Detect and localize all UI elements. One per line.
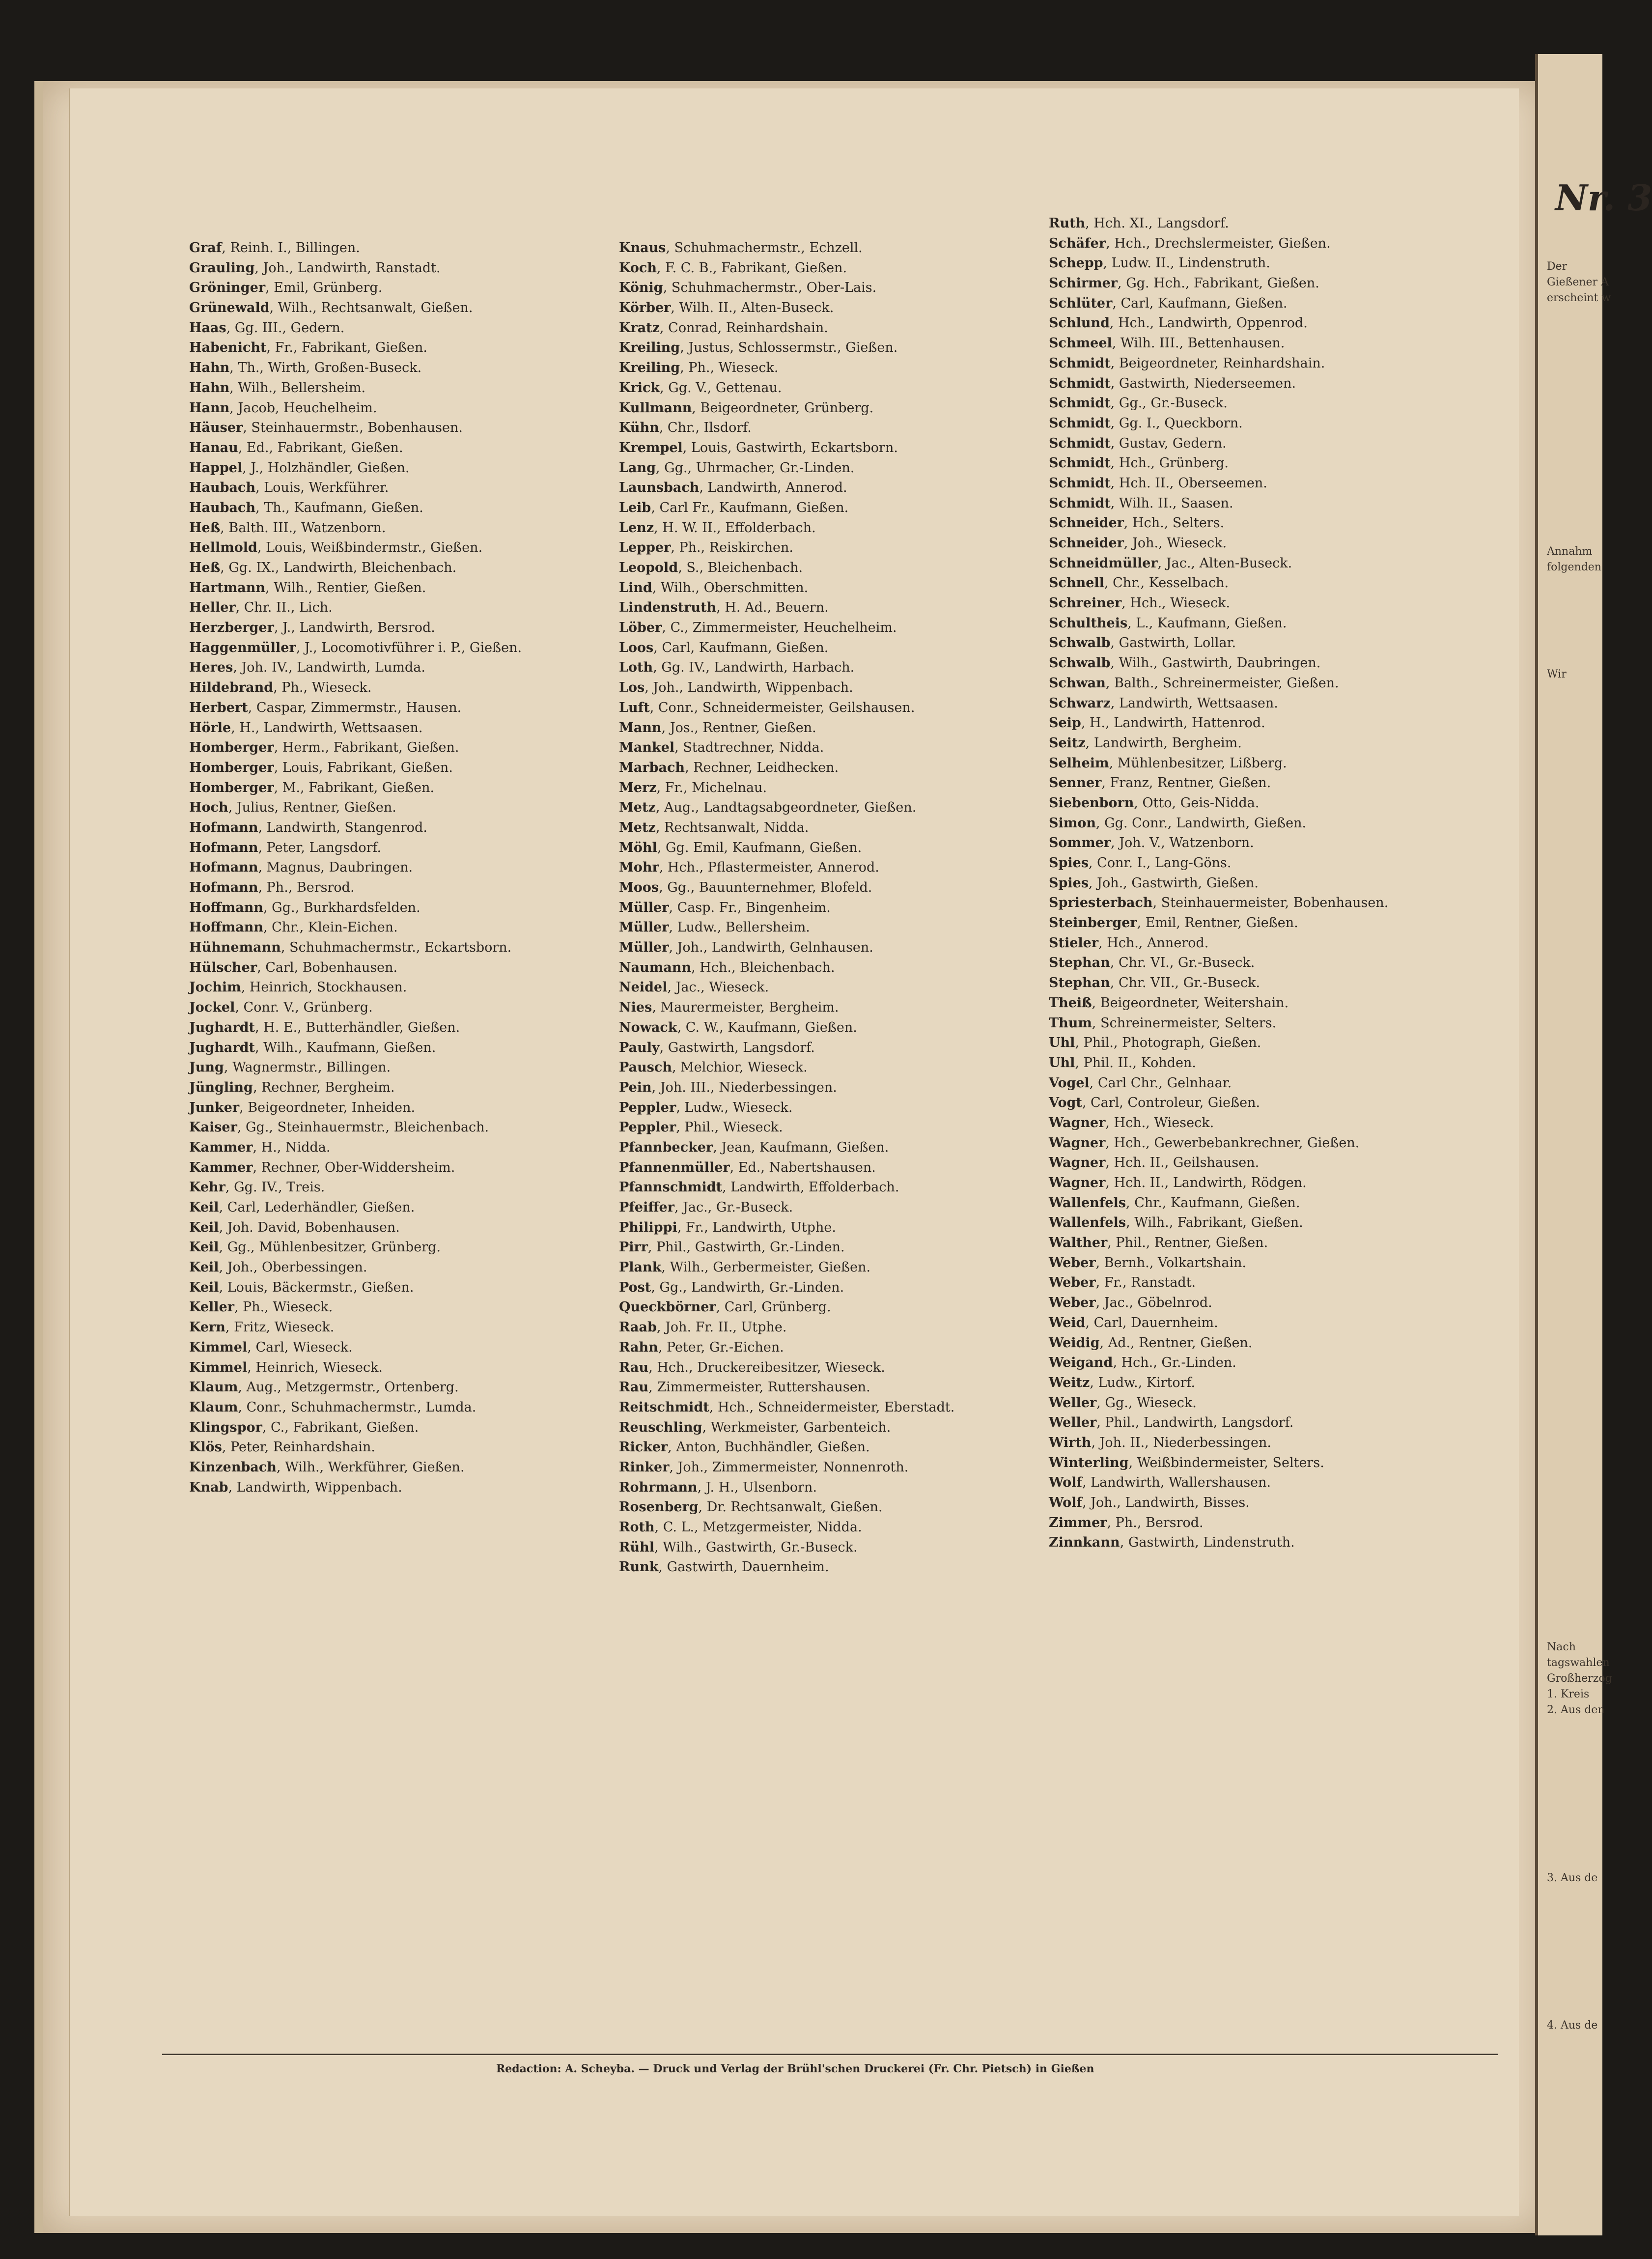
directory-entry: Müller, Ludw., Bellersheim. <box>619 920 810 935</box>
directory-entry: Grünewald, Wilh., Rechtsanwalt, Gießen. <box>189 300 473 316</box>
directory-entry: Mohr, Hch., Pflastermeister, Annerod. <box>619 860 879 875</box>
directory-entry: Jung, Wagnermstr., Billingen. <box>189 1060 391 1075</box>
directory-entry: Pein, Joh. III., Niederbessingen. <box>619 1079 837 1095</box>
directory-entry: Schirmer, Gg. Hch., Fabrikant, Gießen. <box>1049 276 1319 291</box>
directory-entry: Metz, Rechtsanwalt, Nidda. <box>619 819 809 835</box>
directory-entry: Kratz, Conrad, Reinhardshain. <box>619 320 828 336</box>
directory-entry: Schultheis, L., Kaufmann, Gießen. <box>1049 615 1287 631</box>
directory-entry: Weigand, Hch., Gr.-Linden. <box>1049 1355 1236 1371</box>
directory-entry: Lenz, H. W. II., Effolderbach. <box>619 520 816 536</box>
adjacent-fragment: Gießener A <box>1547 276 1609 288</box>
adjacent-fragment: erscheint w <box>1547 292 1611 304</box>
adjacent-fragment: Annahm <box>1547 545 1593 558</box>
directory-entry: Loth, Gg. IV., Landwirth, Harbach. <box>619 660 855 676</box>
directory-entry: Haas, Gg. III., Gedern. <box>189 320 345 336</box>
directory-entry: Hofmann, Landwirth, Stangenrod. <box>189 819 427 835</box>
directory-entry: Haubach, Th., Kaufmann, Gießen. <box>189 500 423 515</box>
directory-entry: Post, Gg., Landwirth, Gr.-Linden. <box>619 1279 844 1295</box>
directory-entry: Kaiser, Gg., Steinhauermstr., Bleichenbach. <box>189 1120 489 1135</box>
directory-entry: Raab, Joh. Fr. II., Utphe. <box>619 1320 787 1335</box>
directory-entry: Happel, J., Holzhändler, Gießen. <box>189 460 410 476</box>
directory-entry: Rosenberg, Dr. Rechtsanwalt, Gießen. <box>619 1499 883 1515</box>
directory-entry: Hülscher, Carl, Bobenhausen. <box>189 960 398 975</box>
directory-entry: Weber, Bernh., Volkartshain. <box>1049 1255 1247 1271</box>
directory-entry: Hoch, Julius, Rentner, Gießen. <box>189 800 396 816</box>
directory-entry: Moos, Gg., Bauunternehmer, Blofeld. <box>619 880 872 895</box>
directory-entry: Vogel, Carl Chr., Gelnhaar. <box>1049 1075 1232 1091</box>
directory-entry: Keil, Carl, Lederhändler, Gießen. <box>189 1200 415 1215</box>
directory-entry: Weidig, Ad., Rentner, Gießen. <box>1049 1335 1253 1351</box>
directory-entry: Wirth, Joh. II., Niederbessingen. <box>1049 1435 1271 1450</box>
directory-entry: Hoffmann, Chr., Klein-Eichen. <box>189 920 398 935</box>
directory-entry: Hartmann, Wilh., Rentier, Gießen. <box>189 580 426 595</box>
directory-entry: Homberger, Herm., Fabrikant, Gießen. <box>189 740 459 756</box>
directory-entry: Los, Joh., Landwirth, Wippenbach. <box>619 680 853 696</box>
directory-entry: Seip, H., Landwirth, Hattenrod. <box>1049 715 1265 731</box>
directory-entry: Kullmann, Beigeordneter, Grünberg. <box>619 400 874 416</box>
directory-entry: Hann, Jacob, Heuchelheim. <box>189 400 377 416</box>
directory-entry: Schmidt, Gastwirth, Niederseemen. <box>1049 375 1296 391</box>
directory-entry: Schmidt, Beigeordneter, Reinhardshain. <box>1049 355 1325 371</box>
directory-entry: Mann, Jos., Rentner, Gießen. <box>619 720 816 735</box>
directory-entry: Hahn, Wilh., Bellersheim. <box>189 380 366 395</box>
directory-entry: Uhl, Phil., Photograph, Gießen. <box>1049 1035 1261 1051</box>
directory-entry: Müller, Joh., Landwirth, Gelnhausen. <box>619 940 873 956</box>
directory-entry: Schwalb, Wilh., Gastwirth, Daubringen. <box>1049 655 1321 671</box>
directory-entry: Schmeel, Wilh. III., Bettenhausen. <box>1049 336 1285 351</box>
directory-entry: Wolf, Joh., Landwirth, Bisses. <box>1049 1495 1250 1510</box>
imprint-footer: Redaction: A. Scheyba. — Druck und Verlag der Brühl'schen Druckerei (Fr. Chr. Pietsch) in Gießen <box>496 2062 1094 2075</box>
directory-entry: Homberger, Louis, Fabrikant, Gießen. <box>189 760 453 775</box>
directory-entry: Schepp, Ludw. II., Lindenstruth. <box>1049 255 1270 271</box>
adjacent-fragment: folgenden <box>1547 561 1601 573</box>
directory-entry: Jüngling, Rechner, Bergheim. <box>189 1079 395 1095</box>
directory-entry: Queckbörner, Carl, Grünberg. <box>619 1299 831 1315</box>
directory-entry: Lindenstruth, H. Ad., Beuern. <box>619 600 829 616</box>
directory-entry: Schmidt, Hch. II., Oberseemen. <box>1049 475 1267 491</box>
directory-entry: Kern, Fritz, Wieseck. <box>189 1320 335 1335</box>
directory-entry: Knab, Landwirth, Wippenbach. <box>189 1479 402 1495</box>
directory-entry: Schwalb, Gastwirth, Lollar. <box>1049 635 1236 651</box>
adjacent-fragment: 4. Aus de <box>1547 2019 1598 2032</box>
directory-entry: Hildebrand, Ph., Wieseck. <box>189 680 372 696</box>
directory-entry: Schmidt, Wilh. II., Saasen. <box>1049 495 1233 511</box>
directory-entry: Schwarz, Landwirth, Wettsaasen. <box>1049 695 1278 711</box>
directory-entry: Jockel, Conr. V., Grünberg. <box>189 1000 373 1016</box>
directory-entry: Seitz, Landwirth, Bergheim. <box>1049 735 1242 751</box>
directory-entry: Wallenfels, Wilh., Fabrikant, Gießen. <box>1049 1215 1303 1231</box>
directory-entry: Klös, Peter, Reinhardshain. <box>189 1440 375 1455</box>
directory-entry: Pfannenmüller, Ed., Nabertshausen. <box>619 1159 876 1175</box>
directory-entry: Lang, Gg., Uhrmacher, Gr.-Linden. <box>619 460 855 476</box>
directory-entry: Klaum, Aug., Metzgermstr., Ortenberg. <box>189 1380 459 1395</box>
directory-entry: Keil, Louis, Bäckermstr., Gießen. <box>189 1279 414 1295</box>
directory-entry: Weid, Carl, Dauernheim. <box>1049 1315 1218 1330</box>
directory-entry: Spies, Conr. I., Lang-Göns. <box>1049 855 1232 871</box>
directory-entry: Rahn, Peter, Gr.-Eichen. <box>619 1339 784 1355</box>
directory-entry: Senner, Franz, Rentner, Gießen. <box>1049 775 1271 791</box>
directory-entry: Pfannschmidt, Landwirth, Effolderbach. <box>619 1180 899 1195</box>
directory-entry: Keller, Ph., Wieseck. <box>189 1299 333 1315</box>
adjacent-fragment: 3. Aus de <box>1547 1872 1598 1884</box>
directory-entry: Launsbach, Landwirth, Annerod. <box>619 480 847 496</box>
adjacent-page-header: Nr. 3 <box>1555 177 1652 219</box>
adjacent-fragment: Nach <box>1547 1641 1576 1653</box>
adjacent-fragment: Wir <box>1547 668 1567 680</box>
directory-entry: Luft, Conr., Schneidermeister, Geilshausen. <box>619 700 915 715</box>
directory-entry: Walther, Phil., Rentner, Gießen. <box>1049 1235 1268 1251</box>
directory-entry: Kimmel, Heinrich, Wieseck. <box>189 1359 383 1375</box>
directory-entry: Krick, Gg. V., Gettenau. <box>619 380 782 395</box>
directory-entry: Knaus, Schuhmachermstr., Echzell. <box>619 240 863 255</box>
directory-entry: Pausch, Melchior, Wieseck. <box>619 1060 808 1075</box>
directory-entry: Kehr, Gg. IV., Treis. <box>189 1180 325 1195</box>
directory-entry: Zinnkann, Gastwirth, Lindenstruth. <box>1049 1535 1295 1551</box>
directory-entry: Homberger, M., Fabrikant, Gießen. <box>189 780 435 795</box>
directory-entry: Weller, Phil., Landwirth, Langsdorf. <box>1049 1415 1294 1431</box>
directory-entry: Metz, Aug., Landtagsabgeordneter, Gießen. <box>619 800 917 816</box>
directory-entry: Hofmann, Peter, Langsdorf. <box>189 840 382 855</box>
directory-entry: Schneidmüller, Jac., Alten-Buseck. <box>1049 555 1292 571</box>
directory-entry: Schmidt, Gustav, Gedern. <box>1049 435 1227 451</box>
directory-entry: Weber, Fr., Ranstadt. <box>1049 1275 1196 1291</box>
name-list-column-3 <box>1049 214 1388 1553</box>
directory-entry: Weller, Gg., Wieseck. <box>1049 1395 1197 1411</box>
directory-entry: Schäfer, Hch., Drechslermeister, Gießen. <box>1049 235 1331 251</box>
directory-entry: Pfannbecker, Jean, Kaufmann, Gießen. <box>619 1139 889 1155</box>
directory-entry: Theiß, Beigeordneter, Weitershain. <box>1049 995 1289 1011</box>
directory-entry: Kreiling, Justus, Schlossermstr., Gießen. <box>619 340 898 356</box>
directory-entry: Zimmer, Ph., Bersrod. <box>1049 1515 1204 1530</box>
directory-entry: Hahn, Th., Wirth, Großen-Buseck. <box>189 360 422 376</box>
directory-entry: Jughardt, H. E., Butterhändler, Gießen. <box>189 1019 460 1035</box>
directory-entry: Rau, Hch., Druckereibesitzer, Wieseck. <box>619 1359 885 1375</box>
directory-entry: Kreiling, Ph., Wieseck. <box>619 360 779 376</box>
directory-entry: Marbach, Rechner, Leidhecken. <box>619 760 839 775</box>
adjacent-page-edge <box>1535 54 1652 2235</box>
name-list-column-1 <box>189 238 522 1497</box>
directory-entry: Peppler, Ludw., Wieseck. <box>619 1100 793 1115</box>
directory-entry: Philippi, Fr., Landwirth, Utphe. <box>619 1219 836 1235</box>
directory-entry: Hühnemann, Schuhmachermstr., Eckartsborn. <box>189 940 512 956</box>
directory-entry: Hanau, Ed., Fabrikant, Gießen. <box>189 440 403 455</box>
directory-entry: König, Schuhmachermstr., Ober-Lais. <box>619 280 877 296</box>
directory-entry: Kühn, Chr., Ilsdorf. <box>619 420 752 436</box>
directory-entry: Schmidt, Gg. I., Queckborn. <box>1049 415 1243 431</box>
directory-entry: Vogt, Carl, Controleur, Gießen. <box>1049 1095 1260 1111</box>
directory-entry: Körber, Wilh. II., Alten-Buseck. <box>619 300 834 316</box>
name-list-column-2 <box>619 238 954 1578</box>
directory-entry: Spriesterbach, Steinhauermeister, Bobenhausen. <box>1049 895 1389 911</box>
directory-entry: Runk, Gastwirth, Dauernheim. <box>619 1559 829 1575</box>
directory-entry: Wagner, Hch., Gewerbebankrechner, Gießen. <box>1049 1135 1360 1151</box>
directory-entry: Rohrmann, J. H., Ulsenborn. <box>619 1479 817 1495</box>
directory-entry: Habenicht, Fr., Fabrikant, Gießen. <box>189 340 427 356</box>
directory-entry: Siebenborn, Otto, Geis-Nidda. <box>1049 795 1260 811</box>
directory-entry: Peppler, Phil., Wieseck. <box>619 1120 783 1135</box>
directory-entry: Hellmold, Louis, Weißbindermstr., Gießen. <box>189 540 483 556</box>
directory-entry: Selheim, Mühlenbesitzer, Lißberg. <box>1049 755 1287 771</box>
directory-entry: Stephan, Chr. VII., Gr.-Buseck. <box>1049 975 1260 991</box>
directory-entry: Heller, Chr. II., Lich. <box>189 600 333 616</box>
adjacent-fragment: 2. Aus den <box>1547 1704 1605 1716</box>
directory-entry: Pfeiffer, Jac., Gr.-Buseck. <box>619 1200 793 1215</box>
directory-entry: Winterling, Weißbindermeister, Selters. <box>1049 1455 1324 1470</box>
directory-entry: Schneider, Joh., Wieseck. <box>1049 536 1227 551</box>
directory-entry: Leib, Carl Fr., Kaufmann, Gießen. <box>619 500 849 515</box>
directory-entry: Kinzenbach, Wilh., Werkführer, Gießen. <box>189 1459 465 1475</box>
directory-entry: Herbert, Caspar, Zimmermstr., Hausen. <box>189 700 462 715</box>
directory-entry: Graf, Reinh. I., Billingen. <box>189 240 360 255</box>
directory-entry: Klaum, Conr., Schuhmachermstr., Lumda. <box>189 1399 476 1415</box>
directory-entry: Uhl, Phil. II., Kohden. <box>1049 1055 1196 1071</box>
directory-entry: Wagner, Hch. II., Landwirth, Rödgen. <box>1049 1175 1307 1190</box>
directory-entry: Weber, Jac., Göbelnrod. <box>1049 1295 1212 1311</box>
directory-entry: Rinker, Joh., Zimmermeister, Nonnenroth. <box>619 1459 909 1475</box>
directory-entry: Mankel, Stadtrechner, Nidda. <box>619 740 824 756</box>
directory-entry: Schmidt, Hch., Grünberg. <box>1049 455 1229 471</box>
directory-entry: Pirr, Phil., Gastwirth, Gr.-Linden. <box>619 1240 845 1255</box>
directory-entry: Hoffmann, Gg., Burkhardsfelden. <box>189 900 420 915</box>
directory-entry: Schnell, Chr., Kesselbach. <box>1049 575 1229 591</box>
adjacent-fragment: Der <box>1547 260 1568 273</box>
directory-entry: Klingspor, C., Fabrikant, Gießen. <box>189 1419 419 1435</box>
directory-entry: Stieler, Hch., Annerod. <box>1049 935 1209 951</box>
directory-entry: Roth, C. L., Metzgermeister, Nidda. <box>619 1520 862 1535</box>
directory-entry: Keil, Joh. David, Bobenhausen. <box>189 1219 400 1235</box>
directory-entry: Krempel, Louis, Gastwirth, Eckartsborn. <box>619 440 898 455</box>
directory-entry: Loos, Carl, Kaufmann, Gießen. <box>619 640 829 655</box>
directory-entry: Lepper, Ph., Reiskirchen. <box>619 540 793 556</box>
directory-entry: Steinberger, Emil, Rentner, Gießen. <box>1049 915 1298 931</box>
directory-entry: Koch, F. C. B., Fabrikant, Gießen. <box>619 260 847 276</box>
directory-entry: Schlund, Hch., Landwirth, Oppenrod. <box>1049 315 1308 331</box>
directory-entry: Schreiner, Hch., Wieseck. <box>1049 595 1231 611</box>
directory-entry: Müller, Casp. Fr., Bingenheim. <box>619 900 831 915</box>
directory-entry: Nowack, C. W., Kaufmann, Gießen. <box>619 1019 857 1035</box>
directory-entry: Ruth, Hch. XI., Langsdorf. <box>1049 216 1229 231</box>
directory-entry: Sommer, Joh. V., Watzenborn. <box>1049 835 1254 851</box>
directory-entry: Hofmann, Magnus, Daubringen. <box>189 860 413 875</box>
adjacent-fragment: 1. Kreis <box>1547 1688 1590 1700</box>
directory-entry: Kimmel, Carl, Wieseck. <box>189 1339 353 1355</box>
directory-entry: Rühl, Wilh., Gastwirth, Gr.-Buseck. <box>619 1539 858 1555</box>
directory-entry: Jughardt, Wilh., Kaufmann, Gießen. <box>189 1040 436 1055</box>
directory-entry: Heres, Joh. IV., Landwirth, Lumda. <box>189 660 425 676</box>
directory-entry: Kammer, H., Nidda. <box>189 1139 331 1155</box>
directory-entry: Reuschling, Werkmeister, Garbenteich. <box>619 1419 891 1435</box>
directory-entry: Neidel, Jac., Wieseck. <box>619 980 769 995</box>
directory-entry: Kammer, Rechner, Ober-Widdersheim. <box>189 1159 455 1175</box>
directory-entry: Naumann, Hch., Bleichenbach. <box>619 960 835 975</box>
directory-entry: Hörle, H., Landwirth, Wettsaasen. <box>189 720 423 735</box>
directory-entry: Wagner, Hch. II., Geilshausen. <box>1049 1155 1260 1171</box>
directory-entry: Keil, Joh., Oberbessingen. <box>189 1260 367 1275</box>
directory-entry: Möhl, Gg. Emil, Kaufmann, Gießen. <box>619 840 862 855</box>
directory-entry: Schmidt, Gg., Gr.-Buseck. <box>1049 395 1228 411</box>
adjacent-fragment: tagswahlen <box>1547 1657 1610 1669</box>
directory-entry: Nies, Maurermeister, Bergheim. <box>619 1000 839 1016</box>
directory-entry: Merz, Fr., Michelnau. <box>619 780 767 795</box>
directory-entry: Schlüter, Carl, Kaufmann, Gießen. <box>1049 295 1288 311</box>
directory-entry: Reitschmidt, Hch., Schneidermeister, Eberstadt. <box>619 1399 955 1415</box>
directory-entry: Stephan, Chr. VI., Gr.-Buseck. <box>1049 955 1255 971</box>
directory-entry: Löber, C., Zimmermeister, Heuchelheim. <box>619 620 897 636</box>
directory-entry: Wallenfels, Chr., Kaufmann, Gießen. <box>1049 1195 1300 1211</box>
directory-entry: Haggenmüller, J., Locomotivführer i. P., Gießen. <box>189 640 522 655</box>
directory-entry: Junker, Beigeordneter, Inheiden. <box>189 1100 416 1115</box>
directory-entry: Ricker, Anton, Buchhändler, Gießen. <box>619 1440 870 1455</box>
footer-rule <box>162 2054 1498 2055</box>
directory-entry: Häuser, Steinhauermstr., Bobenhausen. <box>189 420 463 436</box>
directory-entry: Wagner, Hch., Wieseck. <box>1049 1115 1214 1130</box>
directory-entry: Simon, Gg. Conr., Landwirth, Gießen. <box>1049 815 1307 831</box>
directory-entry: Leopold, S., Bleichenbach. <box>619 560 803 575</box>
adjacent-fragment: Großherzog <box>1547 1672 1612 1685</box>
directory-entry: Spies, Joh., Gastwirth, Gießen. <box>1049 875 1259 891</box>
directory-entry: Gröninger, Emil, Grünberg. <box>189 280 383 296</box>
directory-entry: Rau, Zimmermeister, Ruttershausen. <box>619 1380 870 1395</box>
directory-entry: Hofmann, Ph., Bersrod. <box>189 880 355 895</box>
directory-entry: Wolf, Landwirth, Wallershausen. <box>1049 1475 1271 1491</box>
directory-entry: Weitz, Ludw., Kirtorf. <box>1049 1375 1196 1390</box>
directory-entry: Schneider, Hch., Selters. <box>1049 515 1225 531</box>
directory-entry: Keil, Gg., Mühlenbesitzer, Grünberg. <box>189 1240 441 1255</box>
directory-entry: Lind, Wilh., Oberschmitten. <box>619 580 809 595</box>
directory-entry: Herzberger, J., Landwirth, Bersrod. <box>189 620 435 636</box>
directory-entry: Pauly, Gastwirth, Langsdorf. <box>619 1040 815 1055</box>
directory-entry: Heß, Gg. IX., Landwirth, Bleichenbach. <box>189 560 457 575</box>
directory-entry: Haubach, Louis, Werkführer. <box>189 480 389 496</box>
directory-entry: Grauling, Joh., Landwirth, Ranstadt. <box>189 260 441 276</box>
directory-entry: Schwan, Balth., Schreinermeister, Gießen. <box>1049 675 1339 691</box>
directory-entry: Thum, Schreinermeister, Selters. <box>1049 1015 1277 1031</box>
directory-entry: Plank, Wilh., Gerbermeister, Gießen. <box>619 1260 871 1275</box>
directory-entry: Jochim, Heinrich, Stockhausen. <box>189 980 407 995</box>
directory-entry: Heß, Balth. III., Watzenborn. <box>189 520 386 536</box>
